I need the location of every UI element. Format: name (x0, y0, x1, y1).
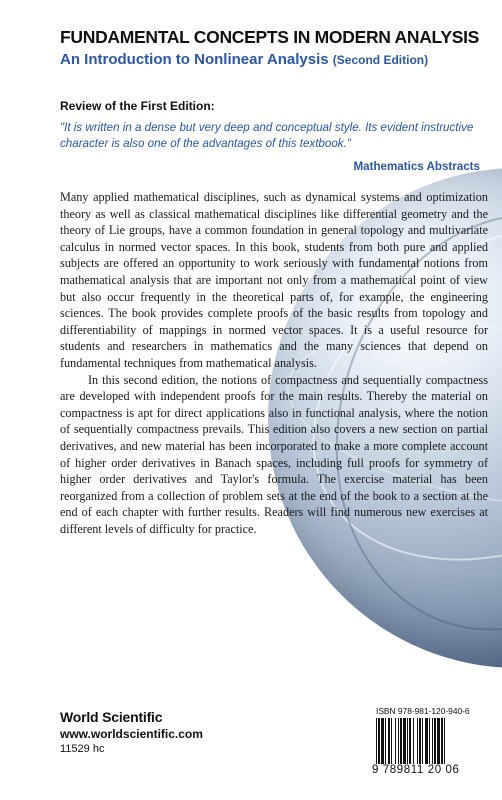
title-block (60, 26, 480, 70)
barcode-bar (407, 718, 408, 764)
barcode-bar (400, 718, 402, 764)
barcode-bar (444, 718, 445, 764)
description-paragraph: Many applied mathematical disciplines, such as dynamical systems and optimization theory as well as classical mathematical disciplines like differential geometry and the theory of Lie groups, have a common foundation in general topology and multivariate calculus in normed vector spaces. In this book, students from both pure and applied subjects are offered an opportunity to work seriously with fundamental notions from mathematical analysis that are important not only from a mathematical point of view but also occur frequently in the theoretical parts of, for example, the engineering sciences. The book provides complete proofs of the basic results from topology and differentiability of mappings in normed vector spaces. It is a useful resource for students and researchers in mathematics and the many sciences that depend on fundamental techniques from mathematical analysis. (60, 190, 488, 370)
barcode (372, 706, 484, 784)
barcode-bar (409, 718, 411, 764)
barcode-bar (441, 718, 443, 764)
book-subtitle (60, 50, 480, 70)
barcode-bar (398, 718, 399, 764)
review-quote: "It is written in a dense but very deep and conceptual style. Its evident instructive character is also one of the advantages of this textbook." (60, 121, 474, 150)
barcode-bar (422, 718, 423, 764)
barcode-bar (395, 718, 396, 764)
barcode-bar (419, 718, 421, 764)
book-description (60, 189, 488, 537)
barcode-bar (432, 718, 433, 764)
barcode-bar (413, 718, 414, 764)
publisher-website: www.worldscientific.com (60, 727, 203, 741)
review-heading: Review of the First Edition: (60, 99, 215, 113)
barcode-bar (403, 718, 406, 764)
book-title: FUNDAMENTAL CONCEPTS IN MODERN ANALYSIS (60, 27, 480, 47)
barcode-bar (378, 718, 380, 764)
barcode-number: 9 789811 20 06 (372, 764, 460, 776)
barcode-bar (388, 718, 390, 764)
catalog-code: 11529 hc (60, 743, 105, 755)
barcode-bar (381, 718, 384, 764)
subtitle-text: An Introduction to Nonlinear Analysis (60, 51, 329, 68)
description-paragraph: In this second edition, the notions of compactness and sequentially compactness are developed with independent proofs for the main results. Thereby the material on compactness is apt for direct applications also in functional analysis, where the notion of sequentially compactness prevails. This edition also covers a new section on partial derivatives, and new material has been incorporated to make a more complete account of higher order derivatives in Banach spaces, including full proofs for symmetry of higher order derivatives and Taylor's formula. The exercise material has been reorganized from a collection of problem sets at the end of the book to a section at the end of each chapter with further results. Readers will find numerous new exercises at different levels of difficulty for practice. (60, 372, 488, 536)
review-source: Mathematics Abstracts (353, 160, 480, 173)
edition-label: (Second Edition) (332, 53, 429, 67)
isbn-label: ISBN 978-981-120-940-6 (376, 706, 470, 716)
publisher-name: World Scientific (60, 709, 163, 725)
barcode-bar (385, 718, 386, 764)
barcode-bar (376, 718, 377, 764)
barcode-bars (376, 718, 480, 764)
barcode-bar (391, 718, 392, 764)
barcode-bar (417, 718, 418, 764)
barcode-bar (429, 718, 430, 764)
barcode-bar (437, 718, 440, 764)
barcode-bar (434, 718, 436, 764)
barcode-bar (425, 718, 428, 764)
